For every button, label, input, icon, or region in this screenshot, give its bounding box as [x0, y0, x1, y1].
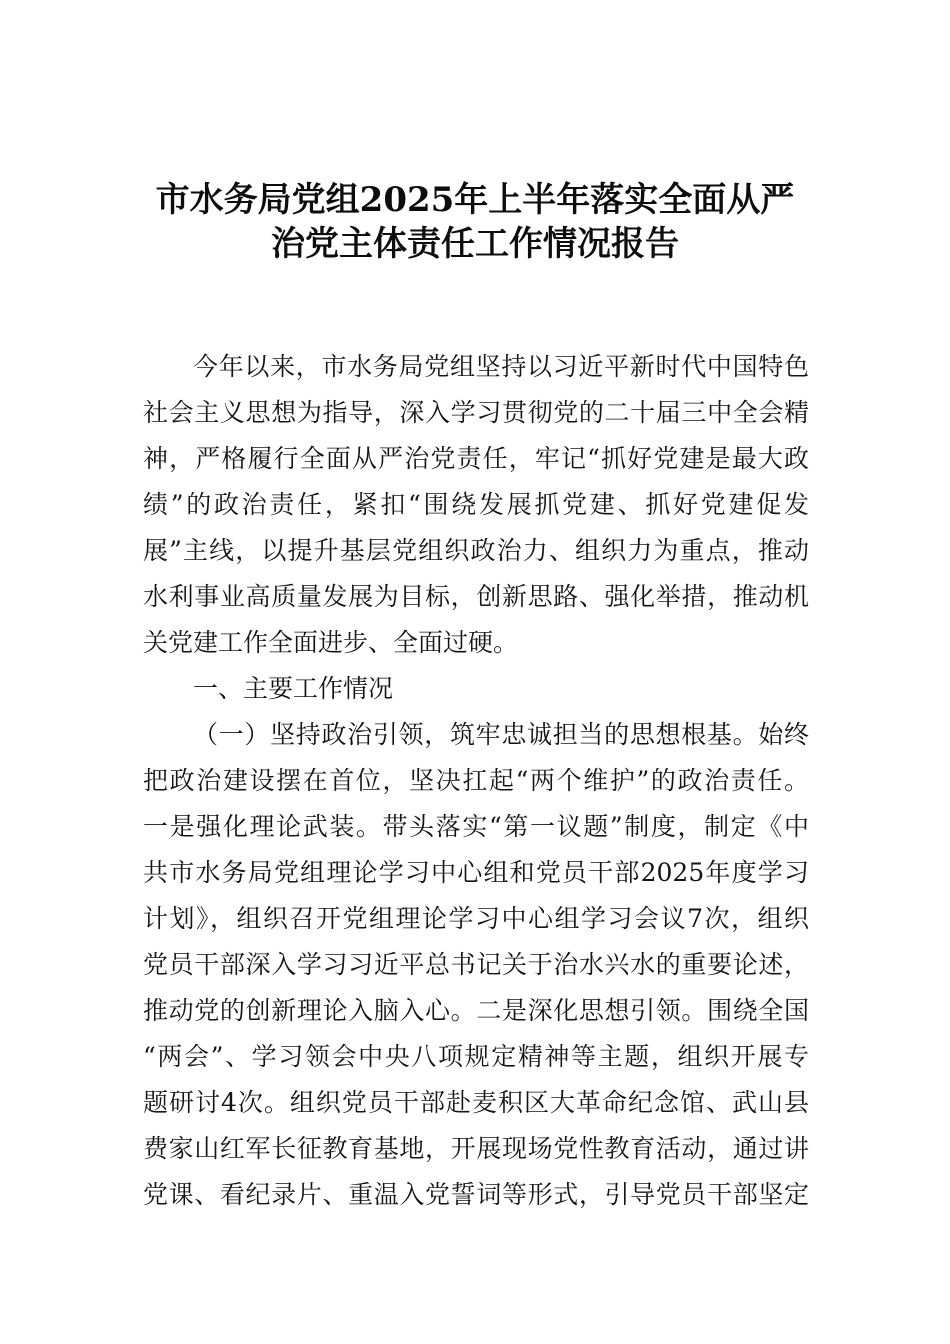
subsection-paragraph-line: “两会”、学习领会中央八项规定精神等主题，组织开展专 — [143, 1042, 809, 1071]
intro-paragraph-line: 水利事业高质量发展为目标，创新思路、强化举措，推动机 — [143, 582, 809, 611]
section-heading: 一、主要工作情况 — [193, 674, 394, 703]
subsection-paragraph-line: 费家山红军长征教育基地，开展现场党性教育活动，通过讲 — [143, 1134, 809, 1163]
intro-paragraph-line: 社会主义思想为指导，深入学习贯彻党的二十届三中全会精 — [143, 398, 809, 427]
intro-paragraph-line: 关党建工作全面进步、全面过硬。 — [143, 628, 519, 657]
intro-paragraph-line: 展”主线，以提升基层党组织政治力、组织力为重点，推动 — [143, 536, 809, 565]
subsection-paragraph-line: 把政治建设摆在首位，坚决扛起“两个维护”的政治责任。 — [143, 766, 809, 795]
subsection-paragraph-line: 党员干部深入学习习近平总书记关于治水兴水的重要论述， — [143, 950, 809, 979]
document-title-line-2: 治党主体责任工作情况报告 — [271, 224, 679, 264]
subsection-paragraph-line: 一是强化理论武装。带头落实“第一议题”制度，制定《中 — [143, 812, 809, 841]
subsection-paragraph-line: 党课、看纪录片、重温入党誓词等形式，引导党员干部坚定 — [143, 1180, 809, 1209]
subsection-paragraph-line: 共市水务局党组理论学习中心组和党员干部2025年度学习 — [143, 858, 809, 887]
subsection-paragraph-line: 计划》，组织召开党组理论学习中心组学习会议7次，组织 — [143, 904, 809, 933]
document-title-line-1: 市水务局党组2025年上半年落实全面从严 — [155, 180, 795, 220]
intro-paragraph-line: 神，严格履行全面从严治党责任，牢记“抓好党建是最大政 — [143, 444, 809, 473]
intro-paragraph-line: 绩”的政治责任，紧扣“围绕发展抓党建、抓好党建促发 — [143, 490, 809, 519]
subsection-paragraph-line: 题研讨4次。组织党员干部赴麦积区大革命纪念馆、武山县 — [143, 1088, 809, 1117]
intro-paragraph-line: 今年以来，市水务局党组坚持以习近平新时代中国特色 — [193, 352, 809, 381]
subsection-paragraph-line: 推动党的创新理论入脑入心。二是深化思想引领。围绕全国 — [143, 996, 809, 1025]
subsection-paragraph-line: （一）坚持政治引领，筑牢忠诚担当的思想根基。始终 — [193, 720, 809, 749]
